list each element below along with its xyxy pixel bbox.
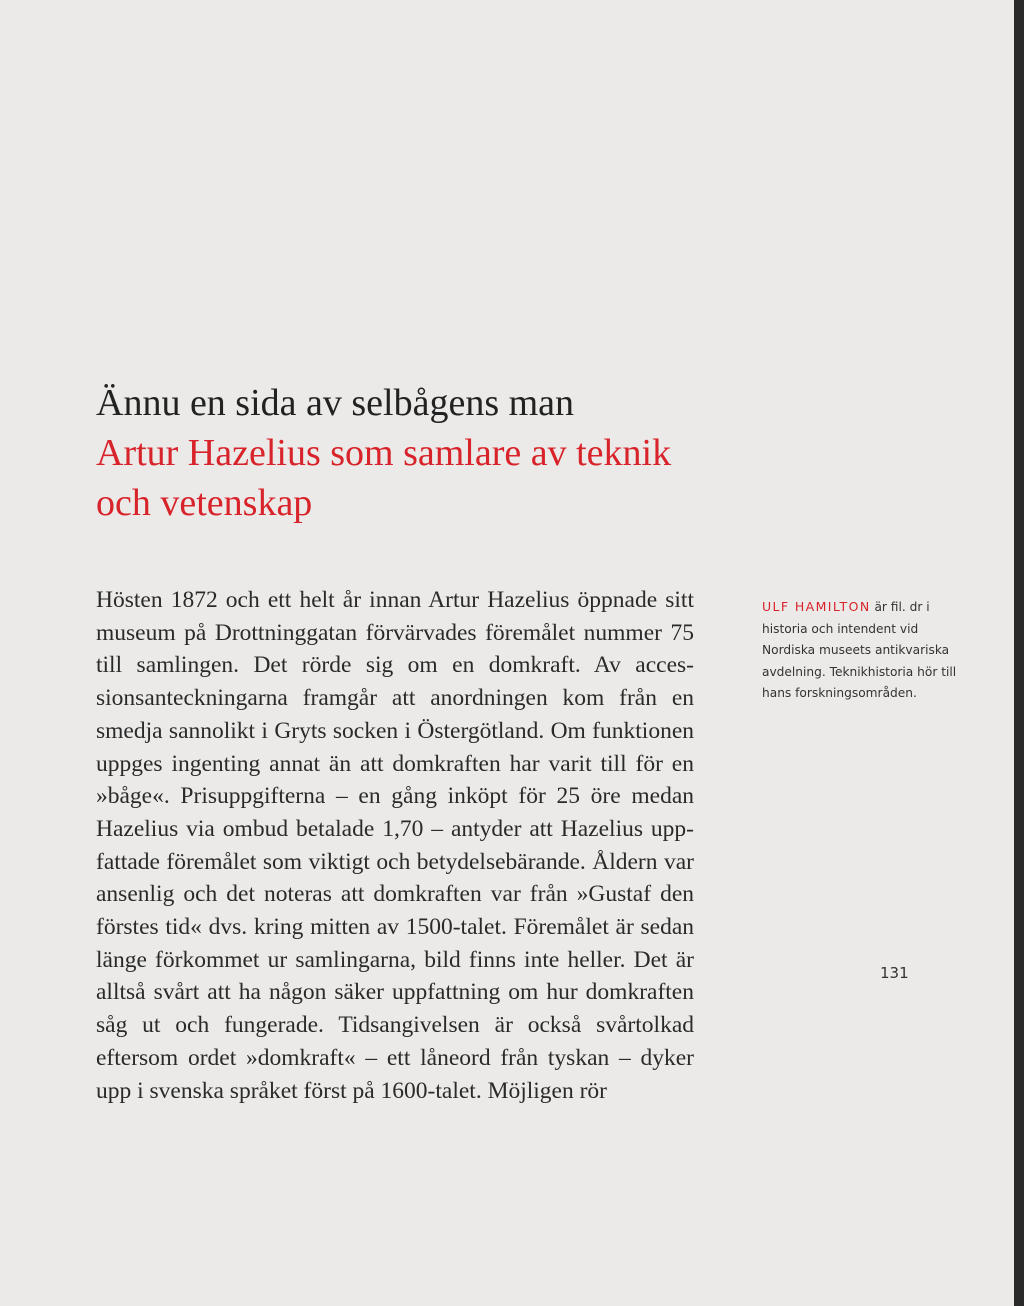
article-subtitle-line-1: Artur Hazelius som samlare av teknik — [96, 432, 672, 474]
page-edge — [1014, 0, 1024, 1306]
article-body: Hösten 1872 och ett helt år innan Artur Hazelius öppnade sitt museum på Drottninggatan förvärvades föremålet nummer 75 till samlingen. Det rörde sig om en domkraft. Av accessionsanteckningarna framgår att anordningen kom från en smedja sannolikt i Gryts socken i Östergötland. Om funktionen uppges ingenting annat än att domkraften har varit till för en »båge«. Prisuppgifterna – en gång inköpt för 25 öre medan Hazelius via ombud betalade 1,70 – antyder att Hazelius uppfattade föremålet som viktigt och betydelsebärande. Åldern var ansenlig och det noteras att domkraften var från »Gustaf den förstes tid« dvs. kring mitten av 1500-talet. Föremålet är sedan länge förkommet ur samlingarna, bild finns inte heller. Det är alltså svårt att ha någon säker uppfattning om hur domkraften såg ut och fungerade. Tidsangivelsen är också svårtolkad eftersom ordet »domkraft« – ett låneord från tyskan – dyker upp i svenska språket först på 1600-talet. Möjligen rör — [96, 587, 694, 1104]
article-title: Ännu en sida av selbågens man — [96, 382, 575, 424]
author-note — [762, 596, 958, 705]
author-bio: är fil. dr i historia och intendent vid Nordiska museets antikvariska avdelning. Teknikhistoria hör till hans forskningsområden. — [762, 600, 957, 700]
article-subtitle — [96, 428, 736, 528]
author-name: ULF HAMILTON — [762, 599, 871, 614]
article-subtitle-line-2: och vetenskap — [96, 482, 313, 524]
page-number: 131 — [880, 964, 909, 982]
article-heading — [96, 378, 736, 528]
